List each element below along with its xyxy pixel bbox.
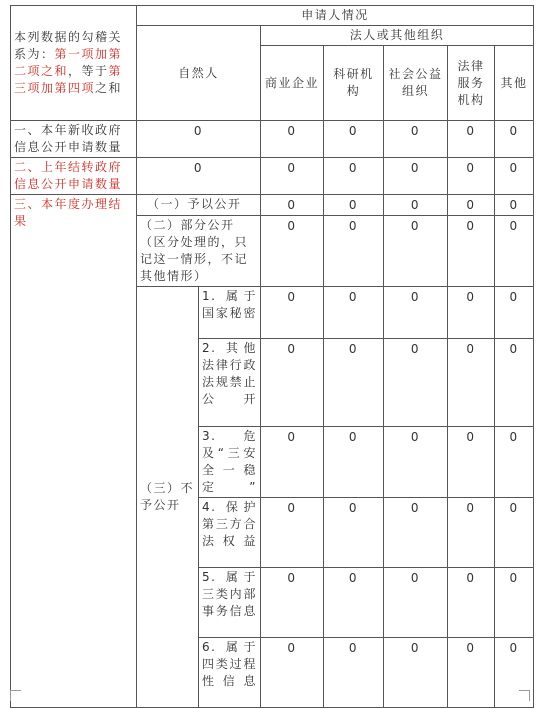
cell-value: 0 (448, 638, 495, 708)
row-label-public: （一）予以公开 (137, 195, 261, 216)
cell-value: 0 (261, 121, 324, 158)
cell-value: 0 (324, 121, 384, 158)
cell-value: 0 (261, 287, 324, 339)
cell-value: 0 (384, 498, 448, 568)
cell-value: 0 (384, 158, 448, 195)
cell-value: 0 (384, 427, 448, 498)
row-label-results: 三、本年度办理结果 (11, 195, 137, 708)
row-label-internal-affairs: 5. 属于三类内部事务信息 (199, 568, 261, 638)
cell-value: 0 (261, 158, 324, 195)
row-label-new: 一、本年新收政府信息公开申请数量 (11, 121, 137, 158)
cell-value: 0 (261, 568, 324, 638)
row-label-state-secret: 1. 属于国家秘密 (199, 287, 261, 339)
header-social: 社会公益组织 (384, 46, 448, 121)
government-info-disclosure-table (10, 5, 534, 708)
cell-value: 0 (495, 216, 534, 287)
cell-value: 0 (448, 427, 495, 498)
cell-value: 0 (495, 427, 534, 498)
cell-value: 0 (495, 121, 534, 158)
cell-value: 0 (495, 638, 534, 708)
cell-value: 0 (261, 638, 324, 708)
cell-value: 0 (261, 427, 324, 498)
row-label-not-public: （三）不予公开 (137, 287, 199, 708)
cell-value: 0 (495, 498, 534, 568)
cell-value: 0 (448, 339, 495, 427)
cell-value: 0 (448, 158, 495, 195)
cell-value: 0 (495, 287, 534, 339)
cell-value: 0 (448, 121, 495, 158)
cell-value: 0 (324, 216, 384, 287)
cell-value: 0 (384, 287, 448, 339)
crop-mark (519, 690, 530, 701)
crop-mark (10, 690, 21, 701)
cell-value: 0 (448, 216, 495, 287)
header-legal-group: 法人或其他组织 (261, 26, 534, 46)
row-label-law-prohibited: 2. 其他法律行政法规禁止公开 (199, 339, 261, 427)
row-label-partial: （二）部分公开（区分处理的，只记这一情形，不记其他情形） (137, 216, 261, 287)
cell-value: 0 (384, 339, 448, 427)
row-label-carryover: 二、上年结转政府信息公开申请数量 (11, 158, 137, 195)
table-row (11, 158, 534, 195)
table-row (11, 195, 534, 216)
cell-value: 0 (384, 121, 448, 158)
row-label-process-info: 6. 属于四类过程性信息 (199, 638, 261, 708)
cell-value: 0 (384, 568, 448, 638)
cell-value: 0 (324, 287, 384, 339)
cell-value: 0 (384, 195, 448, 216)
cell-value: 0 (261, 498, 324, 568)
cell-value: 0 (448, 498, 495, 568)
cell-value: 0 (448, 287, 495, 339)
cell-value: 0 (384, 638, 448, 708)
cell-value: 0 (495, 158, 534, 195)
header-natural-person: 自然人 (137, 26, 261, 121)
cell-value: 0 (137, 121, 261, 158)
cell-value: 0 (324, 427, 384, 498)
cell-value: 0 (324, 498, 384, 568)
cell-value: 0 (495, 339, 534, 427)
cell-value: 0 (448, 195, 495, 216)
cell-value: 0 (261, 216, 324, 287)
cell-value: 0 (324, 568, 384, 638)
cell-value: 0 (384, 216, 448, 287)
table-row (11, 121, 534, 158)
row-label-security-stability: 3. 危及“三安全一稳定” (199, 427, 261, 498)
header-legal-service: 法律服务机构 (448, 46, 495, 121)
cell-value: 0 (495, 568, 534, 638)
cell-value: 0 (324, 195, 384, 216)
cell-value: 0 (324, 158, 384, 195)
header-applicant: 申请人情况 (137, 6, 534, 26)
header-business: 商业企业 (261, 46, 324, 121)
header-research: 科研机构 (324, 46, 384, 121)
cell-value: 0 (261, 195, 324, 216)
cell-value: 0 (324, 339, 384, 427)
cell-value: 0 (448, 568, 495, 638)
header-other: 其他 (495, 46, 534, 121)
cell-value: 0 (261, 339, 324, 427)
row-label-third-party: 4. 保护第三方合法权益 (199, 498, 261, 568)
cell-value: 0 (324, 638, 384, 708)
cell-value: 0 (495, 195, 534, 216)
ledger-relation-note: 本列数据的勾稽关系为：第一项加第二项之和，等于第三项加第四项之和 (11, 6, 137, 121)
cell-value: 0 (137, 158, 261, 195)
